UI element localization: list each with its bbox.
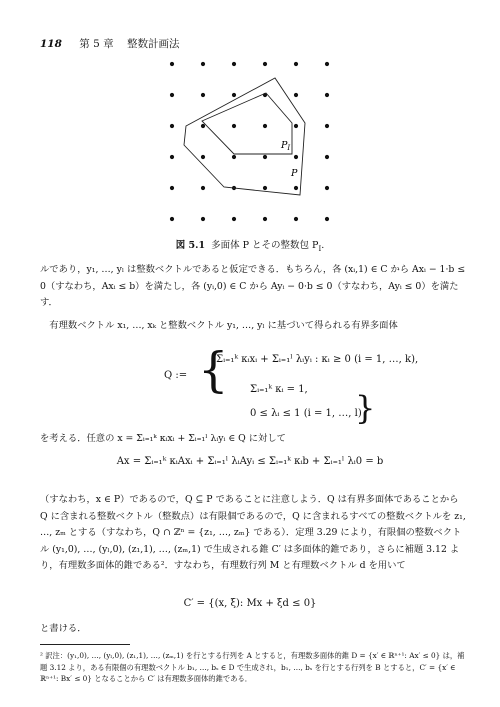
- eq3-content: C′ = {(x, ξ): Mx + ξd ≤ 0}: [183, 598, 317, 609]
- integer-hull-PI: [202, 93, 292, 154]
- lattice-point: [201, 186, 205, 190]
- lattice-point: [232, 62, 236, 66]
- eq1-lhs: Q :=: [164, 370, 188, 381]
- paragraph-1: ルであり，y₁, …, yₗ は整数ベクトルであると仮定できる．もちろん，各 (xᵢ,1) ∈ C から Axᵢ − 1·b ≤ 0（すなわち，Axᵢ ≤ b）を満たし，各 (yᵢ,0) ∈ C から Ayᵢ − 0·b ≤ 0（すなわち，Ayᵢ ≤ 0）を満たす．: [40, 264, 466, 308]
- paragraph-3: を考える．任意の x = Σᵢ₌₁ᵏ κᵢxᵢ + Σᵢ₌₁ˡ λᵢyᵢ ∈ Q に対して: [40, 433, 286, 444]
- chapter-title: 整数計画法: [126, 38, 180, 50]
- caption-number: 図 5.1: [175, 240, 206, 251]
- paragraph-4: （すなわち，x ∈ P）であるので，Q ⊆ P であることに注意しよう．Q は有界多面体であることから Q に含まれる整数ベクトル（整数点）は有限個であるので，Q に含まれるすべての整数ベクトルを z₁, …, zₘ とする（すなわち，Q ∩ ℤⁿ = {z₁, …, zₘ} である）．定理 3.29 により，有限個の整数ベクトル (y₁,0), …, (yₗ,0), (z₁,1), …, (zₘ,1) で生成される錐 C′ は多面体的錐であり，さらに補題 3.12 より，有理数多面体的錐である²．すなわち，有理数行列 M と有理数ベクトル d を用いて: [40, 494, 466, 571]
- lattice-point: [170, 124, 174, 128]
- lattice-point: [294, 186, 298, 190]
- label-PI: $P_I$: [281, 140, 291, 152]
- eq1-line3: 0 ≤ λᵢ ≤ 1 (i = 1, …, l): [250, 408, 362, 419]
- lattice-point: [201, 155, 205, 159]
- lattice-point: [294, 217, 298, 221]
- paragraph-5: と書ける．: [40, 623, 87, 634]
- footnote-rule: [40, 644, 130, 645]
- lattice-point: [325, 186, 329, 190]
- lattice-point: [170, 217, 174, 221]
- lattice-point: [170, 186, 174, 190]
- label-P: P: [291, 168, 298, 179]
- lattice-point: [170, 93, 174, 97]
- figure-caption: 図 5.1 多面体 P とその整数包 $P_I$.: [175, 240, 325, 253]
- footnote: ² 訳注：(y₁,0), …, (yₗ,0), (z₁,1), …, (zₘ,1) を行とする行列を A とすると，有理数多面体的錐 D = {x′ ∈ ℝⁿ⁺¹: Ax′ ≤ 0} は，補題 3.12 より，ある有限個の有理数ベクトル b₁, …, bₛ ∈ D で生成され，b₁, …, bₛ を行とする行列を B とすると，C′ = {x′ ∈ ℝⁿ⁺¹: Bx′ ≤ 0} となることから C′ は有理数多面体的錐である．: [40, 651, 465, 683]
- lattice-point: [232, 124, 236, 128]
- lattice-point: [294, 124, 298, 128]
- lattice-point: [263, 217, 267, 221]
- polyhedron-figure: [140, 50, 360, 235]
- eq1-line2: Σᵢ₌₁ᵏ κᵢ = 1,: [250, 384, 308, 395]
- lattice-point: [294, 155, 298, 159]
- page-number: 118: [40, 38, 62, 50]
- lattice-point: [201, 93, 205, 97]
- eq1-line1: Σᵢ₌₁ᵏ κᵢxᵢ + Σᵢ₌₁ˡ λᵢyᵢ : κᵢ ≥ 0 (i = 1, …, k),: [216, 354, 419, 365]
- lattice-point: [325, 93, 329, 97]
- running-header: [40, 36, 179, 51]
- eq1-close-brace: }: [355, 389, 376, 427]
- lattice-point: [263, 186, 267, 190]
- lattice-point: [325, 62, 329, 66]
- lattice-point: [170, 62, 174, 66]
- lattice-point: [325, 124, 329, 128]
- lattice-point: [201, 217, 205, 221]
- eq1-open-brace: {: [198, 342, 229, 398]
- caption-subscript: I: [318, 244, 322, 253]
- lattice-point: [263, 124, 267, 128]
- lattice-point: [294, 62, 298, 66]
- lattice-point: [170, 155, 174, 159]
- lattice-point: [294, 93, 298, 97]
- eq2-content: Ax = Σᵢ₌₁ᵏ κᵢAxᵢ + Σᵢ₌₁ˡ λᵢAyᵢ ≤ Σᵢ₌₁ᵏ κᵢb + Σᵢ₌₁ˡ λᵢ0 = b: [116, 456, 384, 467]
- lattice-point: [263, 62, 267, 66]
- paragraph-2: 有理数ベクトル x₁, …, xₖ と整数ベクトル y₁, …, yₗ に基づいて得られる有界多面体: [49, 320, 398, 331]
- lattice-point: [232, 217, 236, 221]
- caption-text: 多面体 P とその整数包 P: [211, 240, 319, 251]
- integer-lattice-points: [170, 62, 329, 221]
- lattice-point: [325, 217, 329, 221]
- lattice-point: [201, 62, 205, 66]
- equation-Ax-bound: [0, 456, 500, 467]
- chapter-label: 第 5 章: [79, 38, 114, 50]
- equation-C-prime: [0, 598, 500, 609]
- lattice-point: [232, 93, 236, 97]
- lattice-point: [201, 124, 205, 128]
- lattice-point: [325, 155, 329, 159]
- lattice-point: [232, 155, 236, 159]
- lattice-point: [263, 155, 267, 159]
